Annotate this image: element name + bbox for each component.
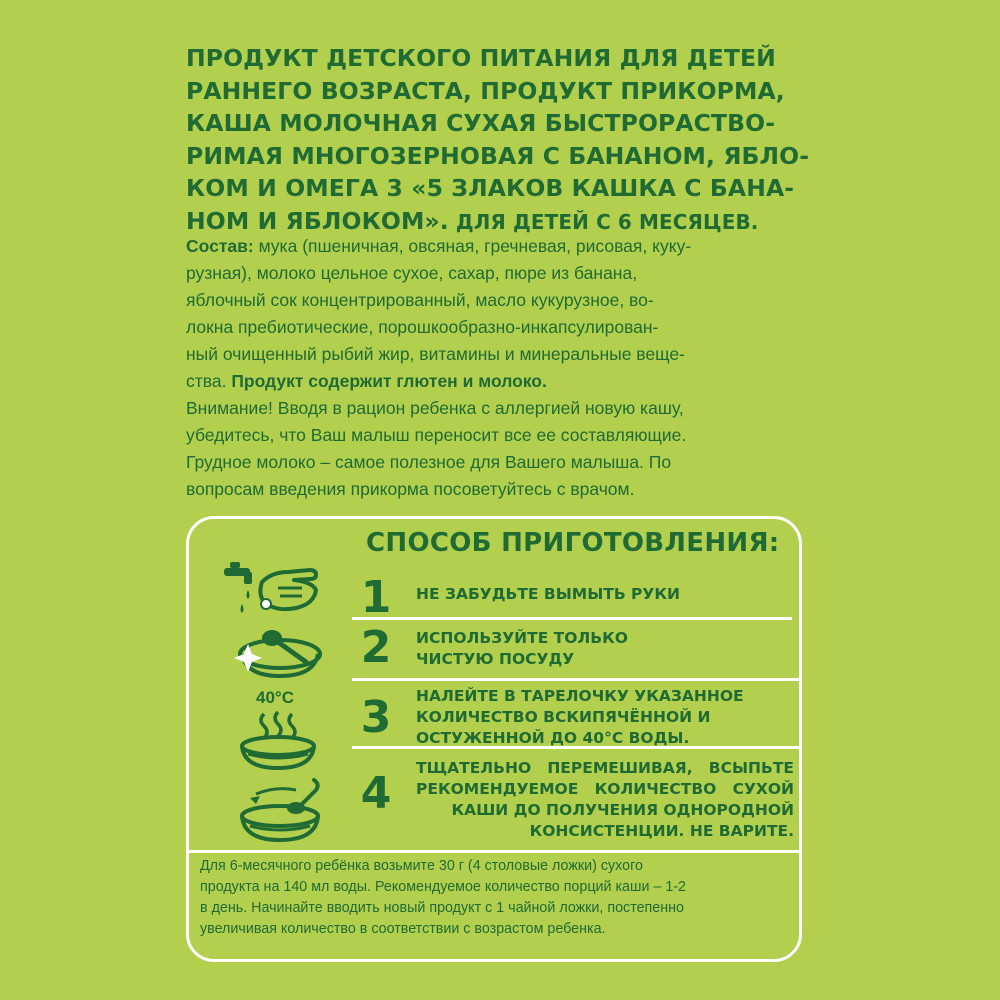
note-line: увеличивая количество в соответствии с возрастом ребенка. — [200, 921, 606, 937]
composition-label: Состав: — [186, 236, 254, 256]
composition-text: локна пребиотические, порошкообразно-инкапсулирован- — [186, 317, 659, 337]
step-line: КОЛИЧЕСТВО ВСКИПЯЧЁННОЙ И — [416, 708, 711, 726]
dosage-note — [200, 856, 792, 940]
title-line: РАННЕГО ВОЗРАСТА, ПРОДУКТ ПРИКОРМА, — [186, 76, 785, 105]
step-line: НЕ ЗАБУДЬТЕ ВЫМЫТЬ РУКИ — [416, 585, 680, 603]
title-line: РИМАЯ МНОГОЗЕРНОВАЯ С БАНАНОМ, ЯБЛО- — [186, 141, 810, 170]
step-divider — [352, 678, 800, 681]
stirring-bowl-icon — [236, 776, 328, 844]
title-line: ПРОДУКТ ДЕТСКОГО ПИТАНИЯ ДЛЯ ДЕТЕЙ — [186, 44, 776, 72]
step-text — [416, 584, 680, 605]
allergen-warning: Продукт содержит глютен и молоко. — [226, 371, 547, 391]
step-line: ОСТУЖЕННОЙ ДО 40°С ВОДЫ. — [416, 729, 690, 747]
note-line: продукта на 140 мл воды. Рекомендуемое количество порций каши – 1-2 — [200, 879, 687, 895]
title-line: НОМ И ЯБЛОКОМ». — [186, 206, 449, 235]
step-line: НАЛЕЙТЕ В ТАРЕЛОЧКУ УКАЗАННОЕ — [416, 687, 744, 705]
step-text — [416, 758, 794, 842]
note-line: Для 6-месячного ребёнка возьмите 30 г (4 столовые ложки) сухого — [200, 858, 643, 874]
step-divider — [188, 850, 800, 853]
clean-dish-icon — [228, 624, 324, 680]
step-number: 4 — [360, 768, 392, 819]
preparation-title: СПОСОБ ПРИГОТОВЛЕНИЯ: — [366, 528, 780, 558]
step-text — [416, 686, 744, 749]
note-line: в день. Начинайте вводить новый продукт с 1 чайной ложки, постепенно — [200, 900, 684, 916]
composition-text: ства. — [186, 371, 227, 391]
attention-text: Грудное молоко – самое полезное для Вашего малыша. По — [186, 452, 672, 472]
composition-text: мука (пшеничная, овсяная, гречневая, рисовая, куку- — [253, 236, 692, 256]
title-line: КОМ И ОМЕГА 3 «5 ЗЛАКОВ КАШКА С БАНА- — [186, 174, 795, 202]
step-number: 3 — [360, 692, 392, 743]
step-line: ТЩАТЕЛЬНО ПЕРЕМЕШИВАЯ, ВСЫПЬТЕ — [416, 759, 794, 777]
step-line: РЕКОМЕНДУЕМОЕ КОЛИЧЕСТВО СУХОЙ — [416, 780, 794, 798]
composition-text: рузная), молоко цельное сухое, сахар, пюре из банана, — [186, 263, 638, 283]
step-number: 2 — [360, 622, 392, 673]
step-line: ЧИСТУЮ ПОСУДУ — [416, 650, 575, 668]
composition-text: ный очищенный рыбий жир, витамины и минеральные веще- — [186, 344, 685, 364]
step-line: ИСПОЛЬЗУЙТЕ ТОЛЬКО — [416, 629, 628, 647]
steaming-bowl-icon — [236, 710, 320, 772]
product-title — [186, 42, 810, 238]
attention-text: убедитесь, что Ваш малыш переносит все ее составляющие. — [186, 425, 687, 445]
step-line: КОНСИСТЕНЦИИ. НЕ ВАРИТЕ. — [529, 822, 794, 840]
composition-block — [186, 233, 806, 503]
attention-text: вопросам введения прикорма посоветуйтесь с врачом. — [186, 479, 635, 499]
step-line: КАШИ ДО ПОЛУЧЕНИЯ ОДНОРОДНОЙ — [451, 801, 794, 819]
composition-text: яблочный сок концентрированный, масло кукурузное, во- — [186, 290, 654, 310]
step-number: 1 — [360, 572, 392, 623]
step-divider — [352, 617, 792, 620]
temperature-label: 40°C — [256, 688, 294, 707]
attention-text: Внимание! Вводя в рацион ребенка с аллергией новую кашу, — [186, 398, 684, 418]
step-text — [416, 628, 628, 670]
wash-hands-icon — [222, 560, 322, 618]
title-line: КАША МОЛОЧНАЯ СУХАЯ БЫСТРОРАСТВО- — [186, 109, 776, 137]
age-label: ДЛЯ ДЕТЕЙ С 6 МЕСЯЦЕВ. — [448, 209, 759, 234]
